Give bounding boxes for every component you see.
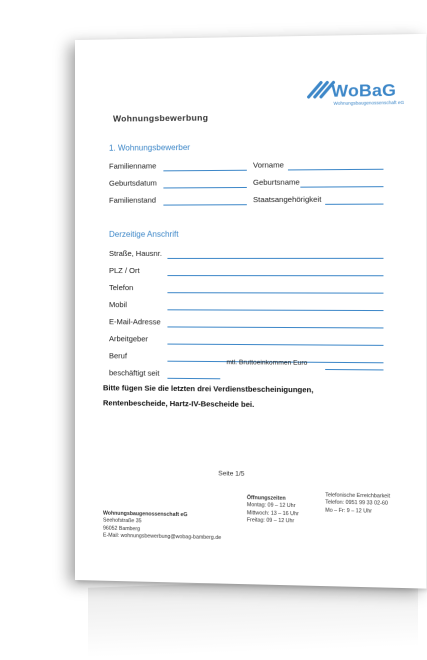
- page-number: Seite 1/5: [218, 470, 245, 478]
- input-telefon[interactable]: [167, 292, 383, 293]
- input-geburtsname[interactable]: [300, 186, 383, 188]
- input-staatsangehoerigkeit[interactable]: [325, 204, 383, 205]
- logo-wordmark: WoBaG: [331, 80, 397, 101]
- label-arbeitgeber: Arbeitgeber: [109, 334, 149, 344]
- label-plz-ort: PLZ / Ort: [109, 266, 140, 276]
- input-email[interactable]: [167, 326, 383, 328]
- label-familienstand: Familienstand: [109, 195, 157, 205]
- input-plz-ort[interactable]: [167, 275, 383, 276]
- label-familienname: Familienname: [109, 161, 157, 171]
- label-mobil: Mobil: [109, 300, 128, 310]
- label-geburtsdatum: Geburtsdatum: [109, 178, 157, 188]
- input-familienname[interactable]: [163, 170, 246, 172]
- footer-city: 96052 Bamberg: [102, 525, 141, 532]
- footer-phone: [325, 492, 390, 516]
- input-familienstand[interactable]: [163, 204, 246, 205]
- label-staatsangehoerigkeit: Staatsangehörigkeit: [252, 194, 322, 205]
- label-email: E-Mail-Adresse: [109, 317, 161, 327]
- footer-hours-title: Öffnungszeiten: [246, 495, 286, 502]
- footer-hours-fri: Freitag: 09 – 12 Uhr: [246, 517, 295, 525]
- input-arbeitgeber[interactable]: [167, 344, 383, 346]
- section-address-heading: Derzeitige Anschrift: [109, 229, 179, 239]
- footer-hours-wed: Mittwoch: 13 – 16 Uhr: [246, 509, 299, 517]
- label-bruttoeinkommen: mtl. Bruttoeinkommen Euro: [226, 359, 308, 367]
- label-vorname: Vorname: [252, 160, 284, 170]
- page-reflection: [88, 576, 418, 658]
- input-mobil[interactable]: [167, 309, 383, 311]
- label-telefon: Telefon: [109, 283, 134, 293]
- footer-street: Seehofstraße 35: [102, 517, 142, 525]
- footer-hours-mon: Montag: 09 – 12 Uhr: [246, 502, 296, 510]
- footer-phone-hours: Mo – Fr: 9 – 12 Uhr: [325, 507, 372, 515]
- documents-notice: Bitte fügen Sie die letzten drei Verdienstbescheinigungen, Rentenbescheide, Hartz-IV-Bescheide bei.: [102, 383, 314, 409]
- label-beschaeftigt-seit: beschäftigt seit: [109, 368, 160, 378]
- label-strasse: Straße, Hausnr.: [109, 248, 162, 258]
- input-geburtsdatum[interactable]: [163, 187, 246, 189]
- document-page: [75, 34, 427, 589]
- input-vorname[interactable]: [288, 169, 384, 171]
- document-title: Wohnungsbewerbung: [113, 112, 209, 124]
- footer-hours: [247, 495, 299, 526]
- input-beschaeftigt-seit[interactable]: [167, 378, 220, 379]
- footer-email[interactable]: E-Mail: wohnungsbewerbung@wobag-bamberg.de: [102, 532, 222, 541]
- footer-address: [103, 511, 221, 543]
- footer-phone-title: Telefonische Erreichbarkeit: [325, 492, 391, 500]
- footer-phone-number: Telefon: 0951 99 33 02-60: [325, 499, 388, 508]
- label-beruf: Beruf: [109, 351, 128, 361]
- input-bruttoeinkommen[interactable]: [325, 369, 383, 370]
- footer-company: Wohnungsbaugenossenschaft eG: [102, 510, 188, 519]
- logo-subtitle: Wohnungsbaugenossenschaft eG: [333, 99, 405, 106]
- label-geburtsname: Geburtsname: [252, 177, 300, 187]
- input-strasse[interactable]: [167, 258, 383, 259]
- section-applicant-heading: 1. Wohnungsbewerber: [109, 142, 191, 153]
